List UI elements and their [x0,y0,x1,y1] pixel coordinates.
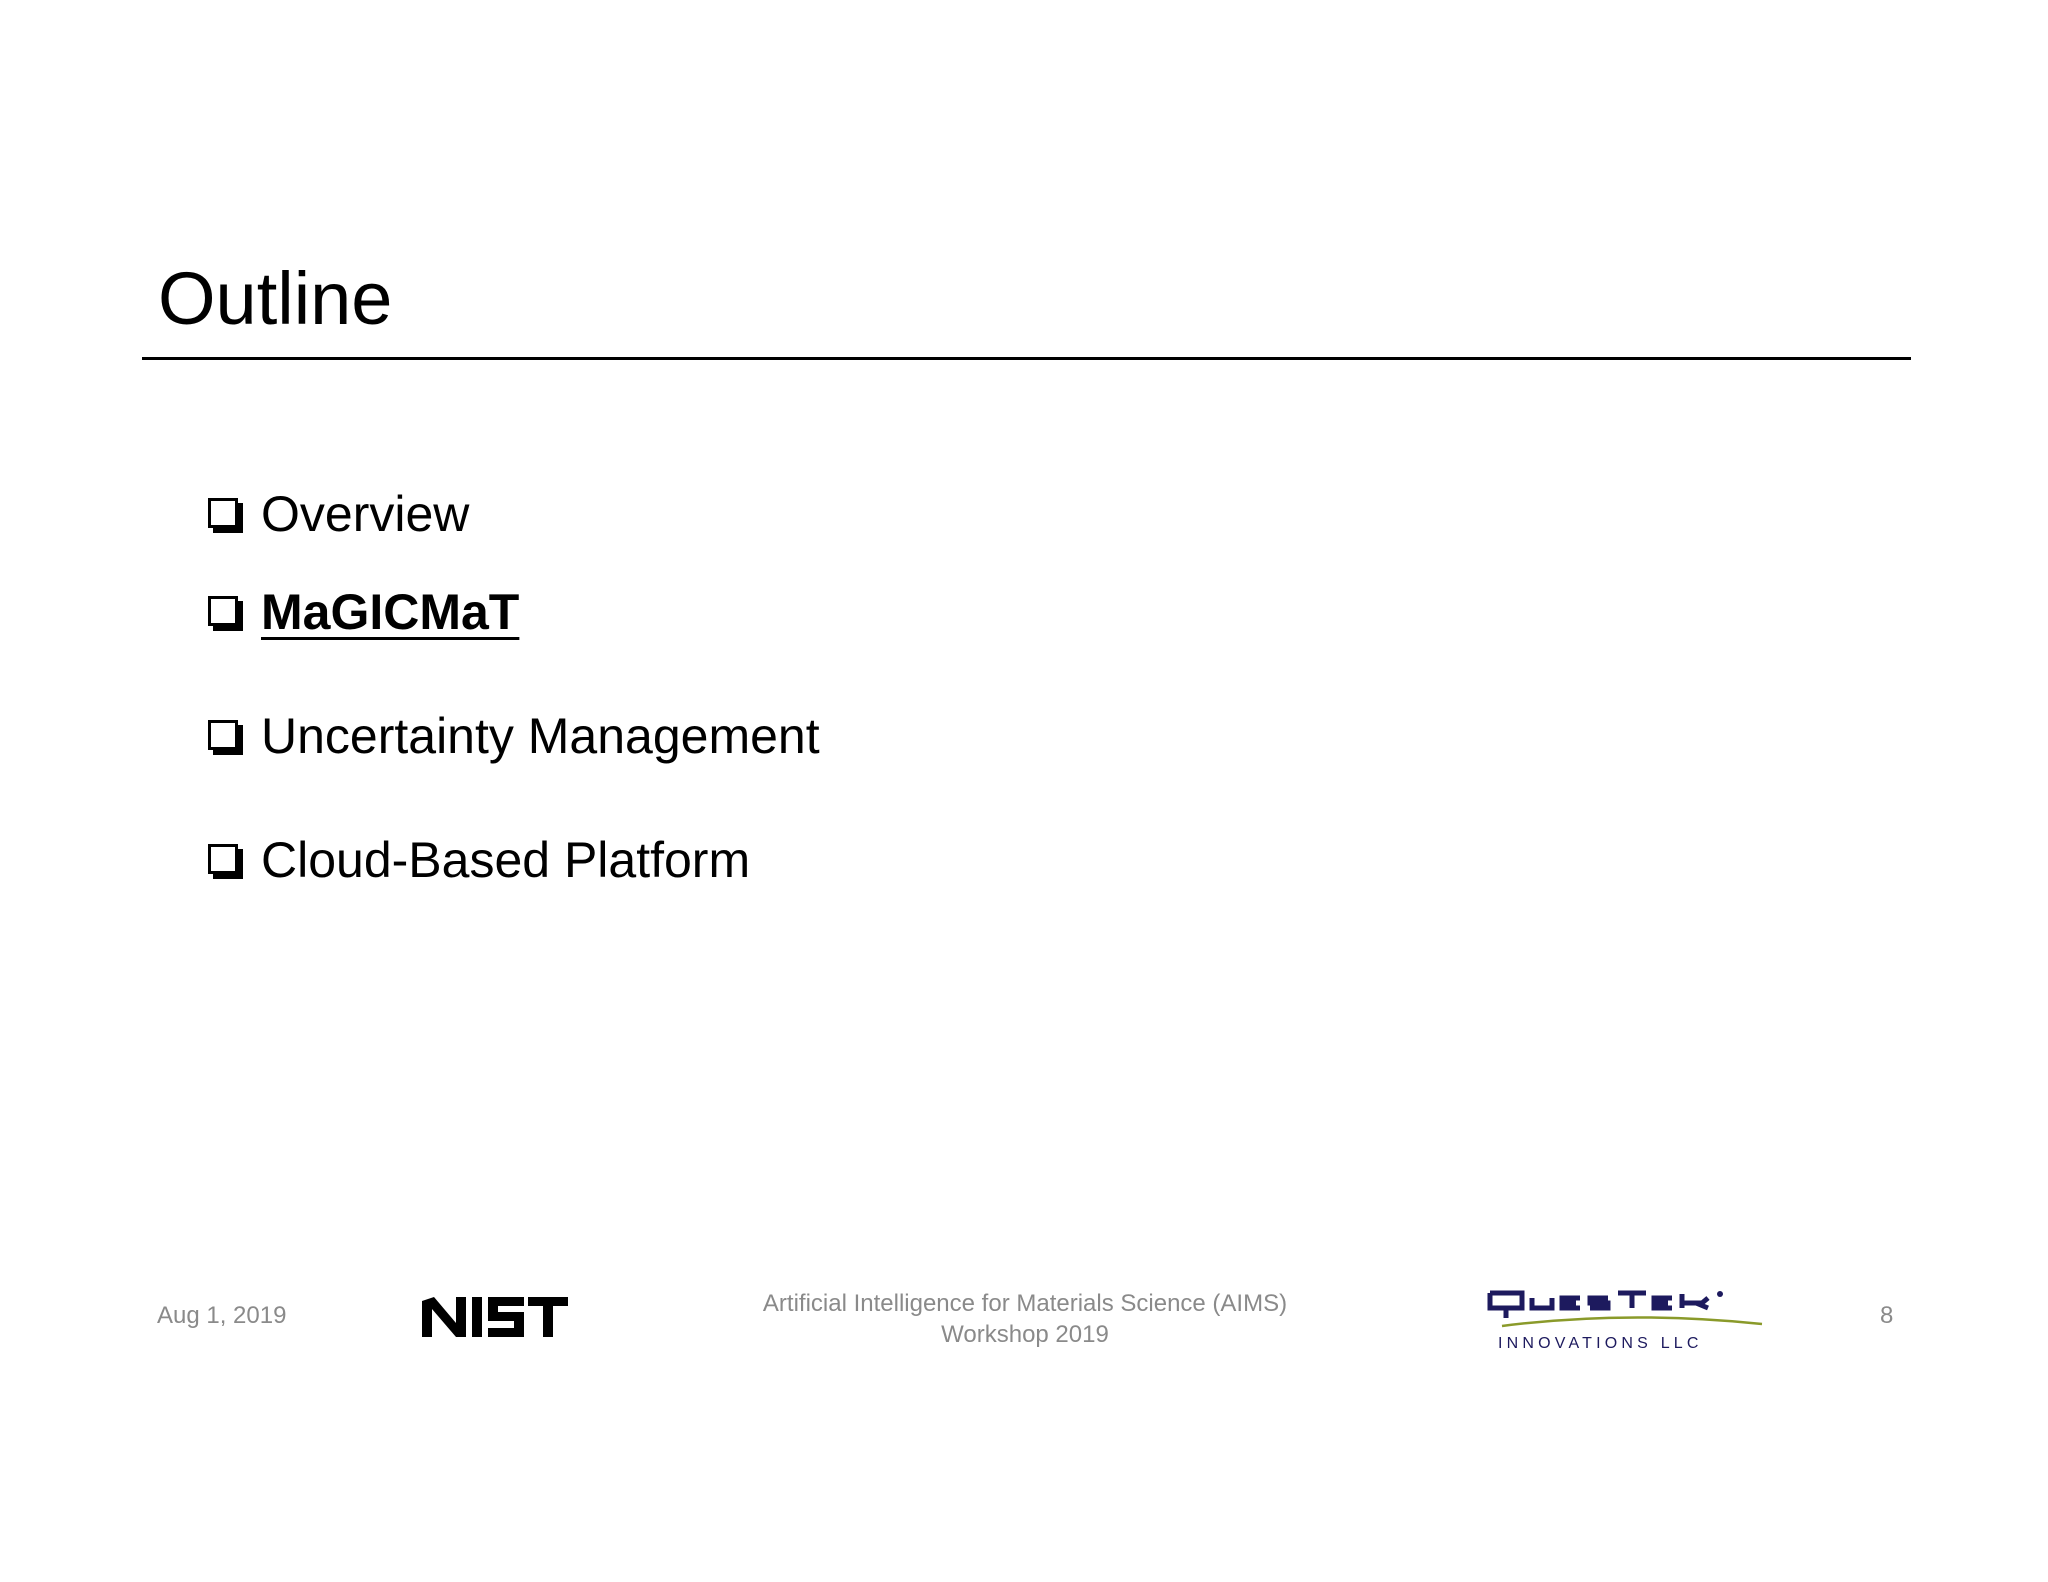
outline-item-magicmat [208,550,820,674]
checkbox-bullet-icon [208,844,238,874]
footer-date: Aug 1, 2019 [157,1302,287,1329]
checkbox-bullet-icon [208,498,238,528]
outline-item-label: Overview [261,486,470,542]
outline-item-uncertainty [208,674,820,798]
title-divider [142,357,1911,360]
footer-event-line1: Artificial Intelligence for Materials Science (AIMS) [762,1290,1288,1317]
checkbox-bullet-icon [208,720,238,750]
footer-event [700,1288,1350,1350]
outline-item-cloud [208,798,820,922]
outline-item-label: Uncertainty Management [261,708,820,764]
questek-logo [1486,1286,1772,1356]
outline-item-label: Cloud-Based Platform [261,832,751,888]
nist-logo [420,1295,570,1339]
outline-item-label: MaGICMaT [261,584,520,640]
questek-logo-subtitle: INNOVATIONS LLC [1498,1335,1703,1352]
checkbox-bullet-icon [208,596,238,626]
outline-list [208,478,820,922]
footer-event-line2: Workshop 2019 [941,1321,1109,1348]
page-number: 8 [1880,1302,1894,1329]
outline-item-overview [208,478,820,550]
slide-title: Outline [158,257,393,340]
